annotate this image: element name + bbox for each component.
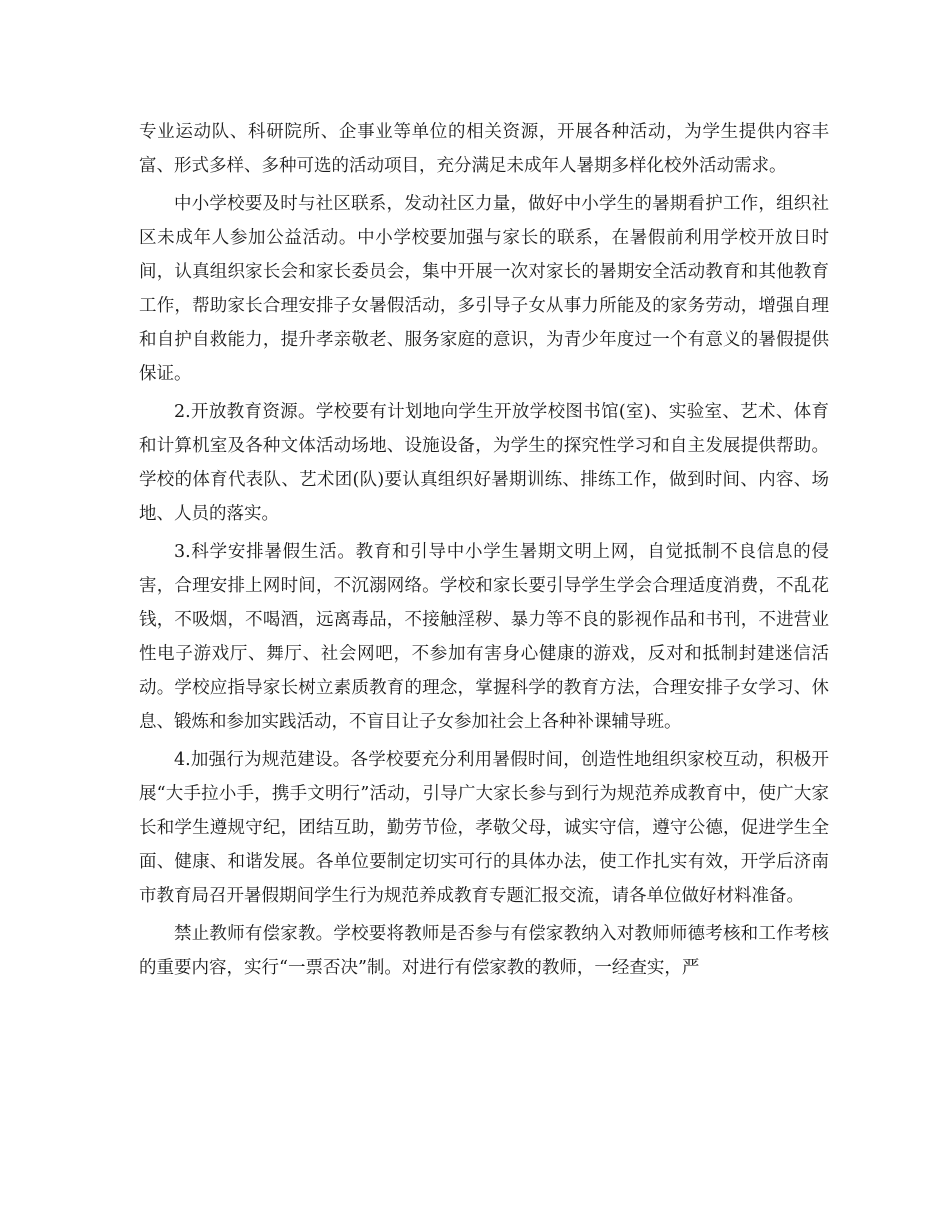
document-body (139, 115, 829, 989)
paragraph-community-contact: 中小学校要及时与社区联系，发动社区力量，做好中小学生的暑期看护工作，组织社区未成年人参加公益活动。中小学校要加强与家长的联系，在暑假前利用学校开放日时间，认真组织家长会和家长委员会，集中开展一次对家长的暑期安全活动教育和其他教育工作，帮助家长合理安排子女暑假活动，多引导子女从事力所能及的家务劳动，增强自理和自护自救能力，提升孝亲敬老、服务家庭的意识，为青少年度过一个有意义的暑假提供保证。 (139, 194, 829, 384)
paragraph-paid-tutoring: 禁止教师有偿家教。学校要将教师是否参与有偿家教纳入对教师师德考核和工作考核的重要内容，实行“一票否决”制。对进行有偿家教的教师，一经查实，严 (139, 924, 829, 978)
paragraph-open-resources: 2.开放教育资源。学校要有计划地向学生开放学校图书馆(室)、实验室、艺术、体育和计算机室及各种文体活动场地、设施设备，为学生的探究性学习和自主发展提供帮助。学校的体育代表队、艺术团(队)要认真组织好暑期训练、排练工作，做到时间、内容、场地、人员的落实。 (139, 402, 829, 524)
paragraph-behavior-norms: 4.加强行为规范建设。各学校要充分利用暑假时间，创造性地组织家校互动，积极开展“大手拉小手，携手文明行”活动，引导广大家长参与到行为规范养成教育中，使广大家长和学生遵规守纪，团结互助，勤劳节俭，孝敬父母，诚实守信，遵守公德，促进学生全面、健康、和谐发展。各单位要制定切实可行的具体办法，使工作扎实有效，开学后济南市教育局召开暑假期间学生行为规范养成教育专题汇报交流，请各单位做好材料准备。 (139, 750, 829, 906)
paragraph-summer-life: 3.科学安排暑假生活。教育和引导中小学生暑期文明上网，自觉抵制不良信息的侵害，合理安排上网时间，不沉溺网络。学校和家长要引导学生学会合理适度消费，不乱花钱，不吸烟，不喝酒，远离毒品，不接触淫秽、暴力等不良的影视作品和书刊，不进营业性电子游戏厅、舞厅、社会网吧，不参加有害身心健康的游戏，反对和抵制封建迷信活动。学校应指导家长树立素质教育的理念，掌握科学的教育方法，合理安排子女学习、休息、锻炼和参加实践活动，不盲目让子女参加社会上各种补课辅导班。 (139, 542, 829, 732)
paragraph-continuation: 专业运动队、科研院所、企事业等单位的相关资源，开展各种活动，为学生提供内容丰富、形式多样、多种可选的活动项目，充分满足未成年人暑期多样化校外活动需求。 (139, 122, 829, 176)
